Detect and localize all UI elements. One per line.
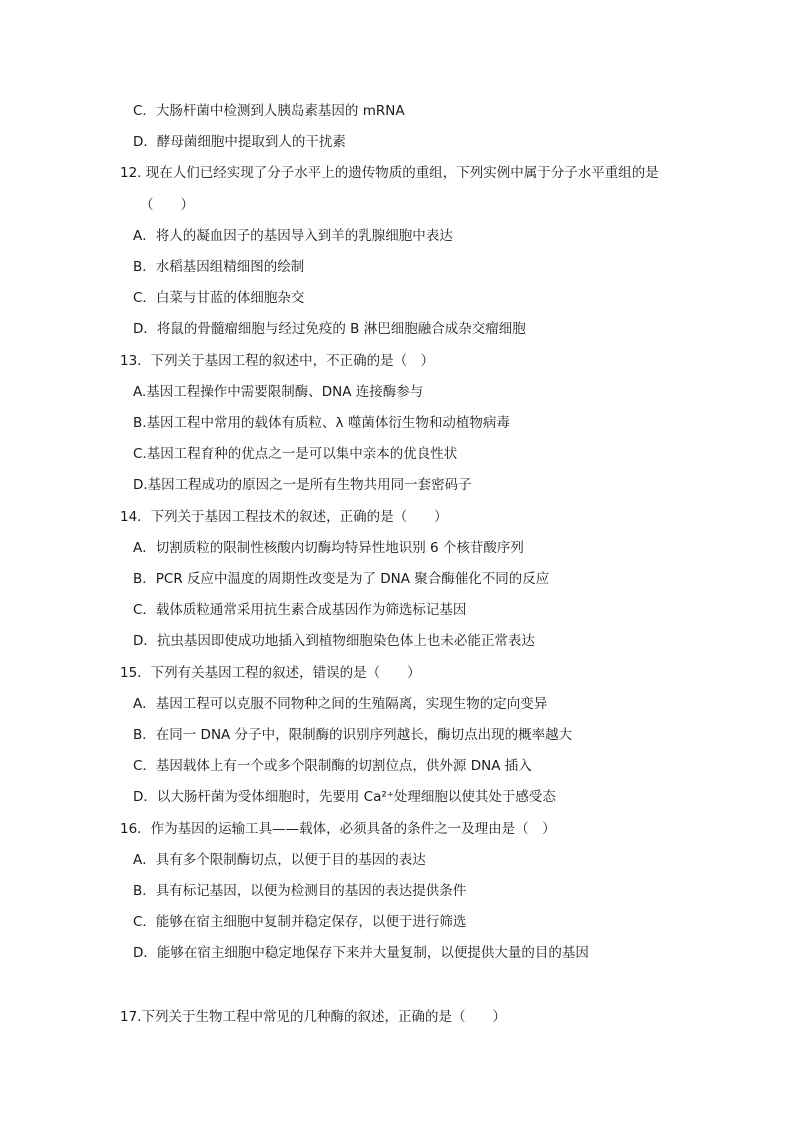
- option-13c: C.基因工程育种的优点之一是可以集中亲本的优良性状: [133, 446, 458, 462]
- option-16d: D．能够在宿主细胞中稳定地保存下来并大量复制，以便提供大量的目的基因: [133, 945, 589, 961]
- option-14a: A．切割质粒的限制性核酸内切酶均特异性地识别 6 个核苷酸序列: [133, 540, 524, 556]
- option-16c: C．能够在宿主细胞中复制并稳定保存，以便于进行筛选: [133, 914, 467, 930]
- option-14d: D．抗虫基因即使成功地插入到植物细胞染色体上也未必能正常表达: [133, 633, 535, 649]
- option-15b: B．在同一 DNA 分子中，限制酶的识别序列越长，酶切点出现的概率越大: [133, 727, 573, 743]
- option-15d: D．以大肠杆菌为受体细胞时，先要用 Ca²⁺处理细胞以使其处于感受态: [133, 789, 556, 805]
- question-17: 17.下列关于生物工程中常见的几种酶的叙述，正确的是（ ）: [120, 1009, 506, 1025]
- question-15: 15．下列有关基因工程的叙述，错误的是（ ）: [120, 665, 421, 681]
- option-12d: D．将鼠的骨髓瘤细胞与经过免疫的 B 淋巴细胞融合成杂交瘤细胞: [133, 321, 526, 337]
- option-11c: C．大肠杆菌中检测到人胰岛素基因的 mRNA: [133, 103, 405, 119]
- option-15c: C．基因载体上有一个或多个限制酶的切割位点，供外源 DNA 插入: [133, 758, 532, 774]
- option-15a: A．基因工程可以克服不同物种之间的生殖隔离，实现生物的定向变异: [133, 696, 548, 712]
- option-12b: B．水稻基因组精细图的绘制: [133, 259, 305, 275]
- question-12: 12. 现在人们已经实现了分子水平上的遗传物质的重组，下列实例中属于分子水平重组的是: [120, 165, 659, 181]
- option-12c: C．白菜与甘蓝的体细胞杂交: [133, 290, 305, 306]
- option-11d: D．酵母菌细胞中提取到人的干扰素: [133, 134, 346, 150]
- option-16a: A．具有多个限制酶切点，以便于目的基因的表达: [133, 852, 426, 868]
- option-12a: A．将人的凝血因子的基因导入到羊的乳腺细胞中表达: [133, 228, 453, 244]
- option-13d: D.基因工程成功的原因之一是所有生物共用同一套密码子: [133, 477, 472, 493]
- option-13a: A.基因工程操作中需要限制酶、DNA 连接酶参与: [133, 384, 424, 400]
- question-14: 14．下列关于基因工程技术的叙述，正确的是（ ）: [120, 509, 448, 525]
- option-14c: C．载体质粒通常采用抗生素合成基因作为筛选标记基因: [133, 602, 467, 618]
- option-14b: B．PCR 反应中温度的周期性改变是为了 DNA 聚合酶催化不同的反应: [133, 571, 550, 587]
- question-13: 13．下列关于基因工程的叙述中，不正确的是（ ）: [120, 353, 435, 369]
- option-13b: B.基因工程中常用的载体有质粒、λ 噬菌体衍生物和动植物病毒: [133, 415, 510, 431]
- question-16: 16．作为基因的运输工具——载体，必须具备的条件之一及理由是（ ）: [120, 821, 556, 837]
- question-12-answer-blank: （ ）: [140, 197, 194, 213]
- option-16b: B．具有标记基因，以便为检测目的基因的表达提供条件: [133, 883, 467, 899]
